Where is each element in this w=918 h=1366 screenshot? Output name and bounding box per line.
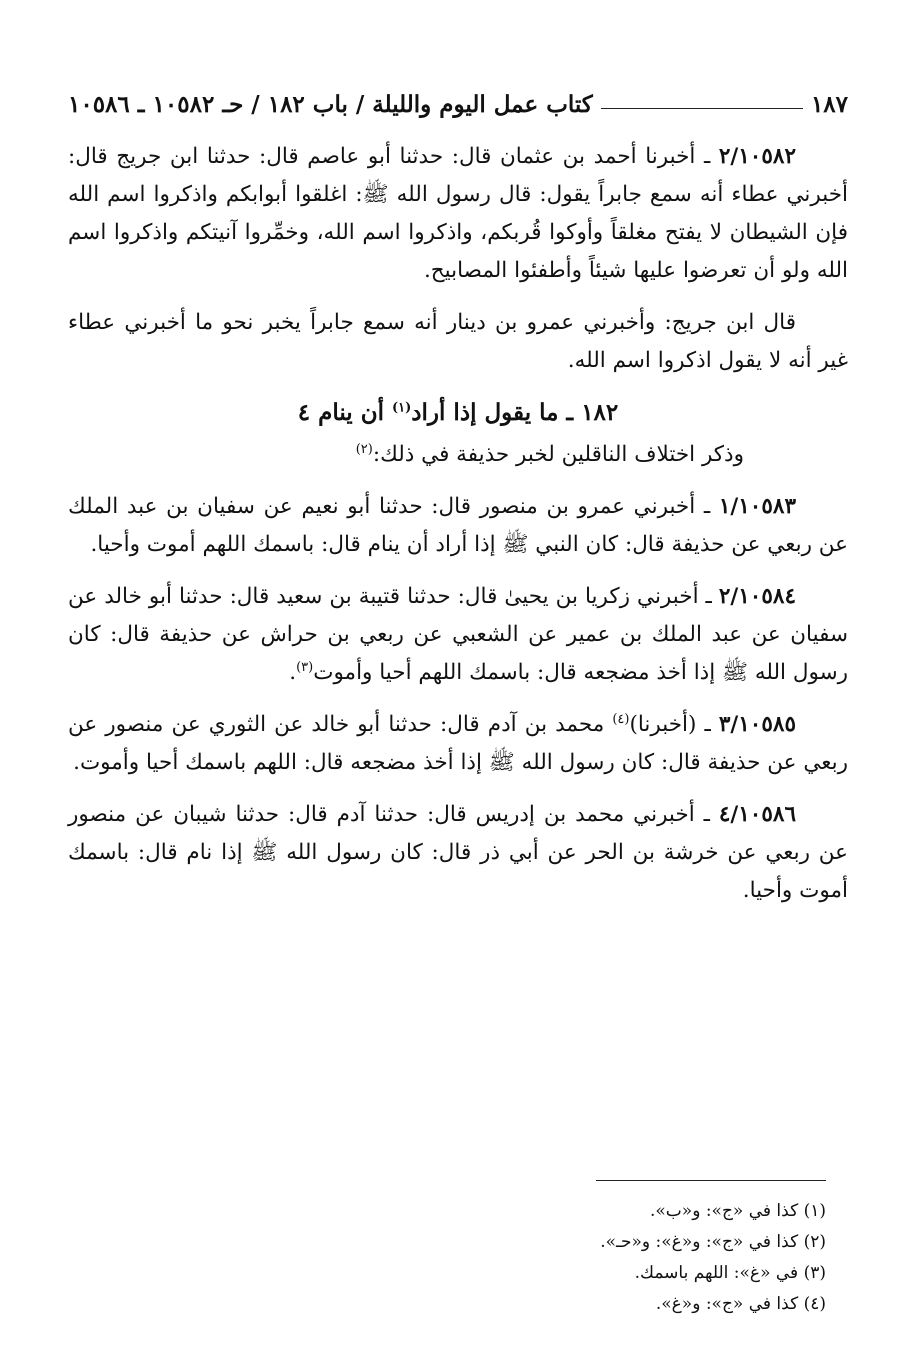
commentary-text: قال ابن جريج: وأخبرني عمرو بن دينار أنه سمع جابراً يخبر نحو ما أخبرني عطاء غير أنه لا يقول اذكروا اسم الله. (68, 310, 848, 373)
hadith-number: ٤/١٠٥٨٦ (718, 802, 796, 827)
commentary-paragraph (68, 304, 848, 380)
chapter-heading-text-end: أن ينام ٤ (297, 399, 392, 426)
hadith-text: ـ أخبرني محمد بن إدريس قال: حدثنا آدم قال: حدثنا شيبان عن منصور عن ربعي عن خرشة بن الحر عن أبي ذر قال: كان رسول الله ﷺ إذا نام قال: باسمك أموت وأحيا. (68, 802, 848, 903)
hadith-paragraph (68, 796, 848, 910)
footnote: (٢) كذا في «ج»: و«غ»: و«حـ». (600, 1232, 826, 1252)
footnote-ref: (٣) (296, 659, 314, 675)
page-number: ١٨٧ (810, 90, 848, 118)
hadith-number: ٣/١٠٥٨٥ (718, 712, 796, 737)
footnote: (٤) كذا في «ج»: و«غ». (655, 1294, 826, 1314)
hadith-text: ـ أخبرني عمرو بن منصور قال: حدثنا أبو نعيم عن سفيان بن عبد الملك عن ربعي عن حذيفة قال: كان النبي ﷺ إذا أراد أن ينام قال: باسمك اللهم أموت وأحيا. (68, 494, 848, 557)
hadith-paragraph (68, 488, 848, 564)
chapter-heading-text: ١٨٢ ـ ما يقول إذا أراد (411, 399, 619, 426)
footnote-ref: (١) (392, 400, 412, 416)
footnote-ref: (٢) (355, 441, 373, 457)
chapter-heading (68, 394, 848, 432)
hadith-number: ١/١٠٥٨٣ (718, 494, 796, 519)
chapter-intro (68, 436, 848, 474)
hadith-text: محمد بن آدم قال: حدثنا أبو خالد عن الثوري عن منصور عن ربعي عن حذيفة قال: كان رسول الله ﷺ إذا أخذ مضجعه قال: اللهم باسمك أحيا وأموت. (68, 712, 848, 775)
hadith-paragraph (68, 138, 848, 290)
footnote: (١) كذا في «ج»: و«ب». (650, 1201, 826, 1221)
hadith-number: ٢/١٠٥٨٤ (718, 584, 796, 609)
hadith-text: ـ أخبرنا أحمد بن عثمان قال: حدثنا أبو عاصم قال: حدثنا ابن جريج قال: أخبرني عطاء أنه سمع جابراً يقول: قال رسول الله ﷺ: اغلقوا أبوابكم واذكروا اسم الله فإن الشيطان لا يفتح مغلقاً وأوكوا قُربكم، واذكروا اسم الله، وخمِّروا آنيتكم واذكروا اسم الله ولو أن تعرضوا عليها شيئاً وأطفئوا المصابيح. (68, 144, 848, 283)
footnote: (٣) في «غ»: اللهم باسمك. (634, 1263, 826, 1283)
footnote-separator (596, 1180, 826, 1181)
header-rule (601, 108, 803, 109)
hadith-number: ٢/١٠٥٨٢ (718, 144, 796, 169)
chapter-intro-text: وذكر اختلاف الناقلين لخبر حذيفة في ذلك: (372, 442, 744, 467)
running-header-title: كتاب عمل اليوم والليلة / باب ١٨٢ / حـ ١٠٥٨٢ ـ ١٠٥٨٦ (68, 90, 593, 118)
hadith-text: ـ أخبرني زكريا بن يحيىٰ قال: حدثنا قتيبة بن سعيد قال: حدثنا أبو خالد عن سفيان عن عبد الملك بن عمير عن الشعبي عن ربعي بن حراش عن حذيفة قال: كان رسول الله ﷺ إذا أخذ مضجعه قال: باسمك اللهم أحيا وأموت (68, 584, 848, 685)
hadith-text-start: ـ (أخبرنا) (629, 712, 719, 737)
main-text (68, 138, 848, 924)
hadith-paragraph (68, 578, 848, 692)
hadith-text-end: . (289, 660, 297, 685)
footnote-ref: (٤) (612, 711, 630, 727)
running-header (68, 84, 848, 124)
hadith-paragraph (68, 706, 848, 782)
footnotes (126, 1196, 826, 1320)
